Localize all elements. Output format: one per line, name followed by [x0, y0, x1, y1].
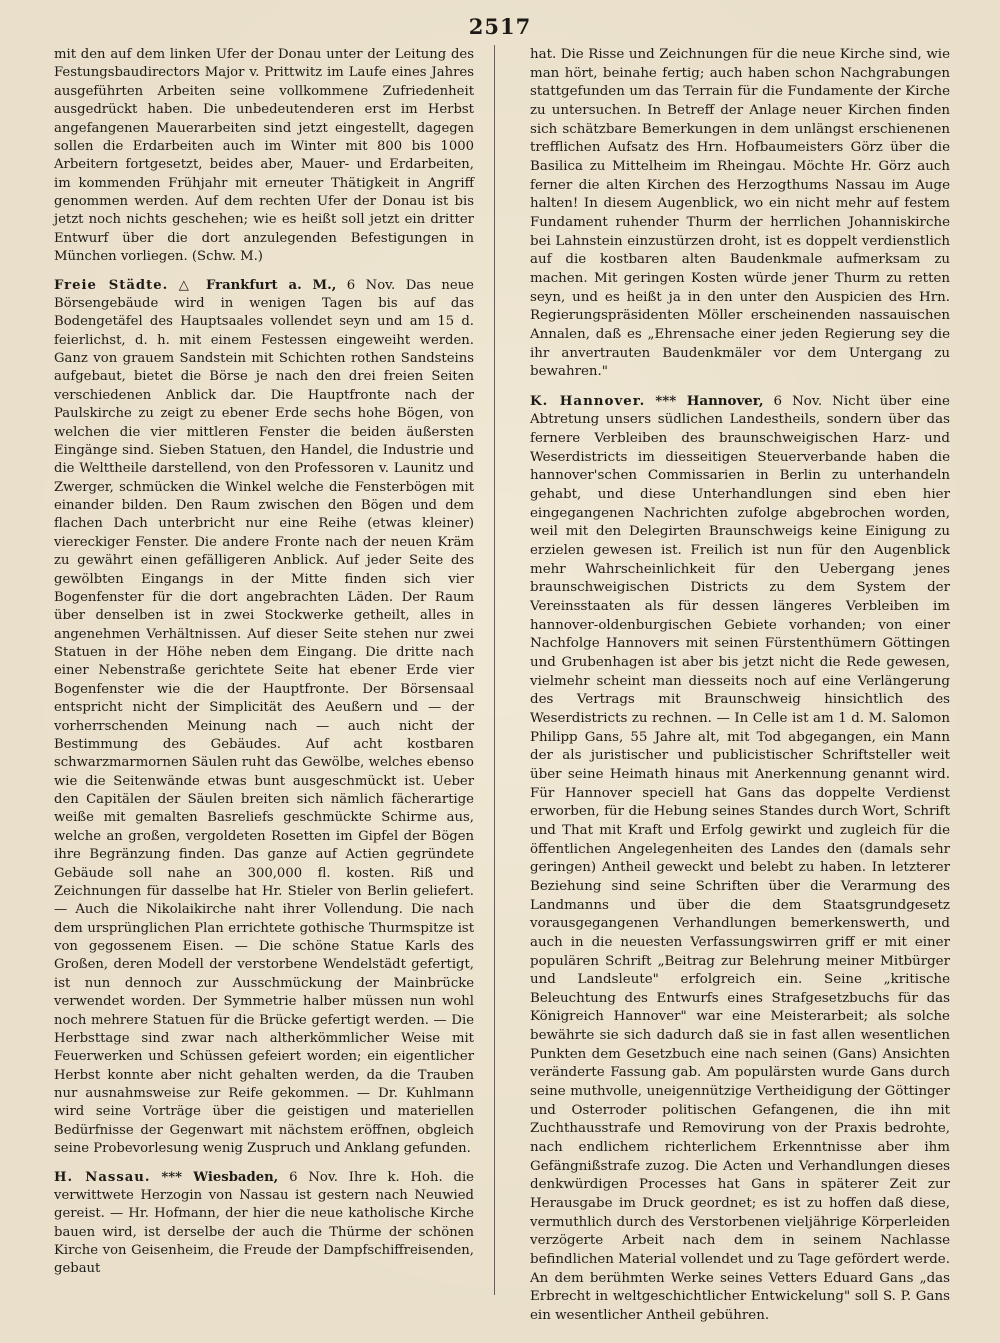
paragraph-text: mit den auf dem linken Ufer der Donau unter der Leitung des Festungsbaudirectors Major v. Prittwitz im Laufe eines Jahres ausgeführten Arbeiten seine vollkommene Zufriedenheit ausgedrückt haben. Die unbedeutenderen erst im Herbst angefangenen Mauerarbeiten sind jetzt eingestellt, dagegen sollen die Erdarbeiten auch im Winter mit 800 bis 1000 Arbeitern fortgesetzt, beides aber, Mauer- und Erdarbeiten, im kommenden Frühjahr mit erneuter Thätigkeit in Angriff genommen werden. Auf dem rechten Ufer der Donau ist bis jetzt noch nichts geschehen; wie es heißt soll jetzt ein dritter Entwurf über die dort anzulegenden Befestigungen in München vorliegen. (Schw. M.) — [54, 47, 474, 265]
dateline-hannover: *** Hannover, — [655, 392, 764, 409]
page-number: 2517 — [468, 14, 532, 39]
paragraph-text: hat. Die Risse und Zeichnungen für die neue Kirche sind, wie man hört, beinahe fertig; auch haben schon Nachgrabungen stattgefunden um das Terrain für die Fundamente der Kirche zu untersuchen. In Betreff der Anlage neuer Kirchen finden sich schätzbare Bemerkungen in dem unlängst erschienenen trefflichen Aufsatz des Hrn. Hofbaumeisters Görz über die Basilica zu Mittelheim im Rheingau. Möchte Hr. Görz auch ferner die alten Kirchen des Herzogthums Nassau im Auge halten! In diesem Augenblick, wo ein nicht mehr auf festem Fundament ruhender Thurm der herrlichen Johanniskirche bei Lahnstein einzustürzen droht, ist es doppelt verdienstlich auf die kostbaren alten Baudenkmale aufmerksam zu machen. Mit geringen Kosten würde jener Thurm zu retten seyn, und es heißt ja in den unter den Auspicien des Hrn. Regierungspräsidenten Möller erscheinenden nassauischen Annalen, daß es „Ehrensache einer jeden Regierung sey die ihr anvertrauten Baudenkmäler vor dem Untergang zu bewahren." — [530, 47, 950, 380]
left-column — [54, 46, 474, 1279]
article-frankfurt — [54, 277, 474, 1159]
section-heading-hannover: K. Hannover. — [530, 392, 646, 409]
article-wiesbaden — [54, 1169, 474, 1279]
article-wiesbaden-continuation — [530, 46, 950, 382]
paragraph-text: 6 Nov. Nicht über eine Abtretung unsers südlichen Landestheils, sondern über das fernere Verbleiben des braunschweigischen Harz- und Weserdistricts im diesseitigen Steuerverbande haben die hannover'schen Commissarien in Berlin zu unterhandeln gehabt, und diese Unterhandlungen sind eben hier eingegangenen Nachrichten zufolge abgebrochen worden, weil mit den Delegirten Braunschweigs keine Einigung zu erzielen gewesen ist. Freilich ist nun für den Augenblick mehr Wahrscheinlichkeit für den Uebergang jenes braunschweigischen Districts zu dem System der Vereinsstaaten als für dessen längeres Verbleiben im hannover-oldenburgischen Gebiete vorhanden; von einer Nachfolge Hannovers mit seinen Fürstenthümern Göttingen und Grubenhagen ist aber bis jetzt nicht die Rede gewesen, vielmehr scheint man diesseits noch auf eine Verlängerung des Vertrags mit Braunschweig hinsichtlich des Weserdistricts zu rechnen. — In Celle ist am 1 d. M. Salomon Philipp Gans, 55 Jahre alt, mit Tod abgegangen, ein Mann der als juristischer und publicistischer Schriftsteller weit über seine Heimath hinaus mit Anerkennung genannt wird. Für Hannover speciell hat Gans das doppelte Verdienst erworben, für die Hebung seines Standes durch Wort, Schrift und That mit Kraft und Erfolg gewirkt und zugleich für die öffentlichen Angelegenheiten des Landes den (damals sehr geringen) Antheil geweckt und belebt zu haben. In letzterer Beziehung sind seine Schriften über die Verarmung des Landmanns und über die dem Staatsgrundgesetz vorausgegangenen Verhandlungen bemerkenswerth, und auch in die neuesten Verfassungswirren griff er mit einer populären Schrift „Beitrag zur Belehrung meiner Mitbürger und Landsleute" erfolgreich ein. Seine „kritische Beleuchtung des Entwurfs eines Strafgesetzbuchs für das Königreich Hannover" war eine Meisterarbeit; als solche bewährte sie sich dadurch daß sie in fast allen wesentlichen Punkten dem Gesetzbuch eine nach seinen (Gans) Ansichten veränderte Fassung gab. Am populärsten wurde Gans durch seine muthvolle, uneigennützige Vertheidigung der Göttinger und Osterroder politischen Gefangenen, die ihn mit Zuchthausstrafe und Removirung von der Praxis bedrohte, nach endlichem richterlichem Erkenntnisse aber ihm Gefängnißstrafe zuzog. Die Acten und Verhandlungen dieses denkwürdigen Processes hat Gans in späterer Zeit zur Herausgabe im Druck geordnet; es ist zu hoffen daß diese, vermuthlich durch des Verstorbenen vieljährige Körperleiden verzögerte Arbeit nach dem in seinem Nachlasse befindlichen Material vollendet und zu Tage gefördert werde. An dem berühmten Werke seines Vetters Eduard Gans „das Erbrecht in weltgeschichtlicher Entwickelung" soll S. P. Gans ein wesentlicher Antheil gebühren. — [530, 393, 950, 1323]
section-heading-freie-staedte: Freie Städte. — [54, 277, 169, 293]
paragraph-text: 6 Nov. Das neue Börsengebäude wird in wenigen Tagen bis auf das Bodengetäfel des Hauptsaales vollendet seyn und am 15 d. feierlichst, d. h. mit einem Festessen eingeweiht werden. Ganz von grauem Sandstein mit Schichten rothen Sandsteins aufgebaut, bietet die Börse je nach den drei freien Seiten verschiedenen Anblick dar. Die Hauptfronte nach der Paulskirche zu zeigt zu ebener Erde sechs hohe Bögen, von welchen die vier mittleren Fenster die beiden äußersten Eingänge sind. Sieben Statuen, den Handel, die Industrie und die Welttheile darstellend, von den Professoren v. Launitz und Zwerger, schmücken die Winkel welche die Fensterbögen mit einander bilden. Den Raum zwischen den Bögen und dem flachen Dach unterbricht nur eine Reihe (etwas kleiner) viereckiger Fenster. Die andere Fronte nach der neuen Kräm zu gewährt einen gefälligeren Anblick. Auf jeder Seite des gewölbten Eingangs in der Mitte finden sich vier Bogenfenster für die dort angebrachten Läden. Der Raum über denselben ist in zwei Stockwerke getheilt, alles in angenehmen Verhältnissen. Auf dieser Seite stehen nur zwei Statuen in der Höhe neben dem Eingang. Die dritte nach einer Nebenstraße gerichtete Seite hat ebener Erde vier Bogenfenster wie die der Hauptfronte. Der Börsensaal entspricht nicht der Simplicität des Aeußern und — der vorherrschenden Meinung nach — auch nicht der Bestimmung des Gebäudes. Auf acht kostbaren schwarzmarmornen Säulen ruht das Gewölbe, welches ebenso wie die Seitenwände etwas bunt ausgeschmückt ist. Ueber den Capitälen der Säulen breiten sich nämlich fächerartige weiße mit gemalten Basreliefs geschmückte Schirme aus, welche an großen, vergoldeten Rosetten im Gipfel der Bögen ihre Begränzung finden. Das ganze auf Actien gegründete Gebäude soll nahe an 300,000 fl. kosten. Riß und Zeichnungen für dasselbe hat Hr. Stieler von Berlin geliefert. — Auch die Nikolaikirche naht ihrer Vollendung. Die nach dem ursprünglichen Plan errichtete gothische Thurmspitze ist von gegossenem Eisen. — Die schöne Statue Karls des Großen, deren Modell der verstorbene Wendelstädt gefertigt, ist nun dennoch zur Ausschmückung der Mainbrücke verwendet worden. Der Symmetrie halber müssen nun wohl noch mehrere Statuen für die Brücke gefertigt werden. — Die Herbsttage sind zwar nach altherkömmlicher Weise mit Feuerwerken und Schüssen gefeiert worden; ein eigentlicher Herbst konnte aber nicht gehalten werden, da die Trauben nur ausnahmsweise zur Reife gekommen. — Dr. Kuhlmann wird seine Vorträge über die geistigen und materiellen Bedürfnisse der Gegenwart mit nächstem eröffnen, obgleich seine Probevorlesung wenig Zuspruch und Anklang gefunden. — [54, 277, 474, 1157]
column-rule — [494, 45, 495, 1295]
article-hannover — [530, 392, 950, 1326]
right-column — [530, 46, 950, 1326]
section-heading-nassau: H. Nassau. — [54, 1169, 151, 1185]
paragraph-text: 6 Nov. Ihre k. Hoh. die verwittwete Herzogin von Nassau ist gestern nach Neuwied gereist. — Hr. Hofmann, der hier die neue katholische Kirche bauen wird, ist derselbe der auch die Thürme der schönen Kirche von Geisenheim, die Freude der Dampfschiffreisenden, gebaut — [54, 1169, 474, 1277]
dateline-wiesbaden: *** Wiesbaden, — [161, 1169, 279, 1185]
article-bavaria-continuation — [54, 46, 474, 267]
dateline-frankfurt: △ Frankfurt a. M., — [178, 277, 337, 293]
